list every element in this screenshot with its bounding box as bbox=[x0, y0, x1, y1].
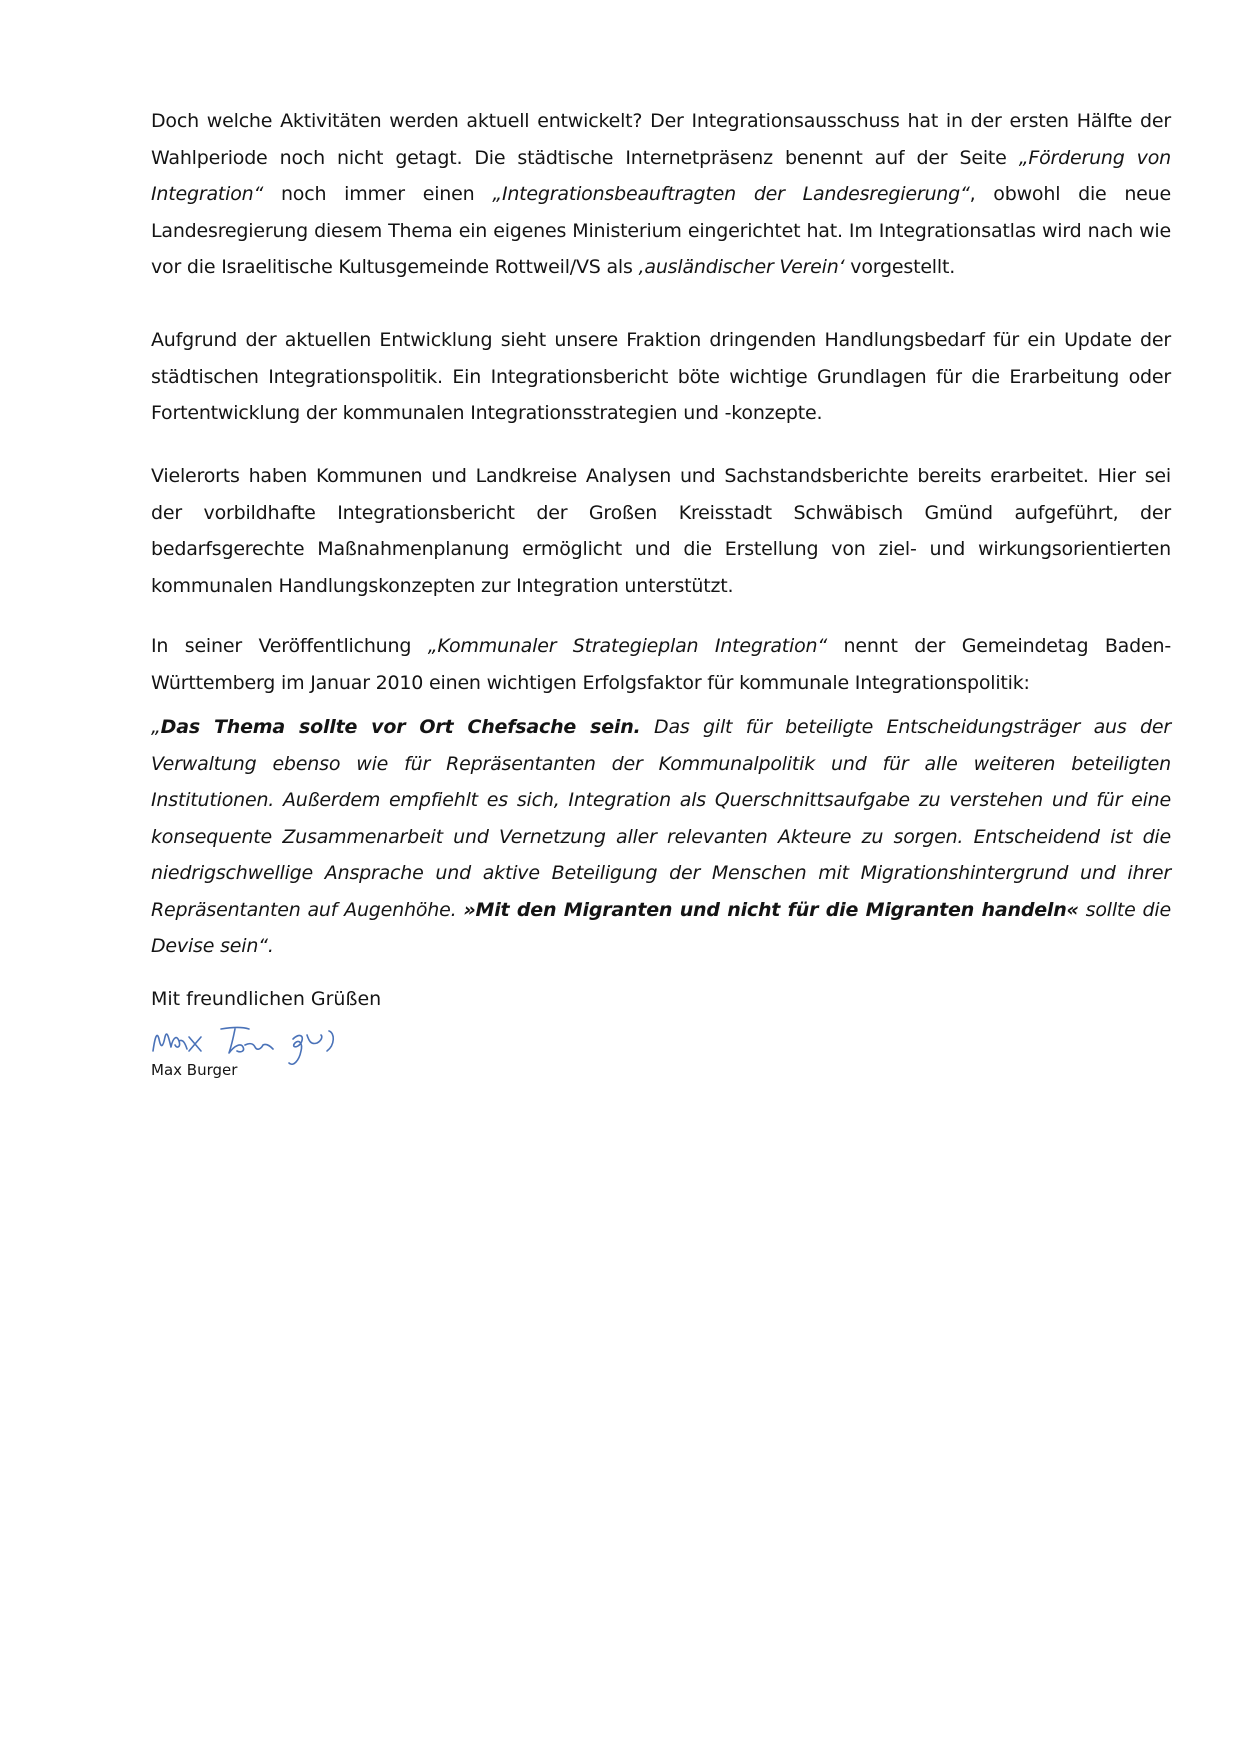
text-run: Aufgrund der aktuellen Entwicklung sieht unsere Fraktion dringenden Handlungsbedarf für ein Update der städtischen Integrationspolitik. Ein Integrationsbericht böte wichtige Grundlagen für die Erarbeitung oder Fortentwicklung der kommunalen Integrationsstrategien und -konzepte. bbox=[151, 329, 1171, 424]
text-run: Doch welche Aktivitäten werden aktuell entwickelt? Der Integrationsausschuss hat in der ersten Hälfte der Wahlperiode noch nicht getagt. Die städtische Internetpräsenz benennt auf der Seite bbox=[151, 110, 1171, 169]
text-run: noch immer einen bbox=[263, 183, 493, 205]
paragraph-1 bbox=[151, 103, 1171, 286]
text-run: vorgestellt. bbox=[844, 256, 956, 278]
signer-name: Max Burger bbox=[151, 1061, 238, 1079]
emphasis-italic: „Integrationsbeauftragten der Landesregierung“ bbox=[492, 183, 970, 205]
emphasis-italic: „ bbox=[151, 716, 161, 738]
text-run: , obwohl die neue Landesregierung diesem Thema ein eigenes Ministerium eingerichtet hat. Im Integrationsatlas wird nach wie vor die Israelitische Kultusgemeinde Rottweil/VS als bbox=[151, 183, 1171, 278]
paragraph-2 bbox=[151, 322, 1171, 432]
emphasis-italic: „Förderung von Integration“ bbox=[151, 146, 1171, 205]
text-run: nennt der Gemeindetag Baden-Württemberg im Januar 2010 einen wichtigen Erfolgsfaktor für kommunale Integrationspolitik: bbox=[151, 635, 1171, 694]
emphasis-italic: sollte die Devise sein“. bbox=[151, 898, 1171, 957]
closing-phrase: Mit freundlichen Grüßen bbox=[151, 988, 382, 1010]
emphasis-italic: ‚ausländischer Verein‘ bbox=[638, 256, 845, 278]
emphasis-bold-italic: »Mit den Migranten und nicht für die Migranten handeln« bbox=[463, 898, 1079, 921]
paragraph-3 bbox=[151, 458, 1171, 604]
paragraph-4 bbox=[151, 628, 1171, 701]
emphasis-bold-italic: Das Thema sollte vor Ort Chefsache sein. bbox=[160, 716, 641, 738]
emphasis-italic: Das gilt für beteiligte Entscheidungsträger aus der Verwaltung ebenso wie für Repräsentanten der Kommunalpolitik und für alle weiteren beteiligten Institutionen. Außerdem empfiehlt es sich, Integration als Querschnittsaufgabe zu verstehen und für eine konsequente Zusammenarbeit und Vernetzung aller relevanten Akteure zu sorgen. Entscheidend ist die niedrigschwellige Ansprache und aktive Beteiligung der Menschen mit Migrationshintergrund und ihrer Repräsentanten auf Augenhöhe. bbox=[151, 716, 1171, 921]
text-run: Vielerorts haben Kommunen und Landkreise Analysen und Sachstandsberichte bereits erarbeitet. Hier sei der vorbildhafte Integrationsbericht der Großen Kreisstadt Schwäbisch Gmünd aufgeführt, der bedarfsgerechte Maßnahmenplanung ermöglicht und die Erstellung von ziel- und wirkungsorientierten kommunalen Handlungskonzepten zur Integration unterstützt. bbox=[151, 465, 1171, 597]
emphasis-italic: „Kommunaler Strategieplan Integration“ bbox=[427, 635, 827, 657]
quote-paragraph bbox=[151, 709, 1171, 965]
text-run: In seiner Veröffentlichung bbox=[151, 635, 428, 657]
